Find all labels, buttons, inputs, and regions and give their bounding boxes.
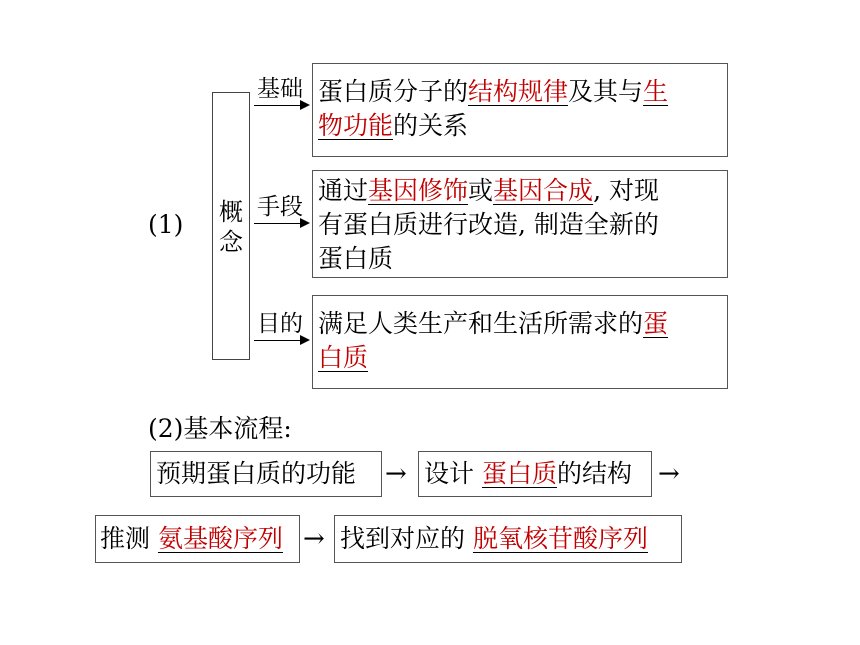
concept-char-1: 概	[219, 198, 243, 226]
text-segment: 推测	[100, 524, 158, 553]
branch-text-purpose	[318, 307, 668, 375]
branch-means-line-1	[318, 174, 659, 208]
branch-label-basis: 基础	[257, 76, 303, 102]
branch-text-means	[318, 174, 659, 276]
flow-step-4-text	[340, 522, 648, 556]
key-term: 蛋白质	[481, 459, 557, 488]
key-term: 脱氧核苷酸序列	[472, 524, 648, 553]
branch-basis-line-2	[318, 109, 668, 143]
concept-char-2: 念	[219, 228, 243, 256]
branch-basis-line-1	[318, 75, 668, 109]
flow-arrow-1: →	[385, 459, 407, 489]
branch-label-purpose: 目的	[257, 311, 303, 337]
text-segment: 的结构	[556, 459, 632, 488]
part1-number: (1)	[148, 210, 184, 239]
text-segment: 蛋白质分子的	[318, 77, 469, 106]
branch-purpose-line-1	[318, 307, 668, 341]
text-segment: 及其与	[568, 77, 644, 106]
branch-arrow-basis	[254, 105, 308, 106]
key-term: 白质	[318, 343, 369, 372]
branch-label-means: 手段	[257, 194, 303, 220]
key-term: 物功能	[318, 111, 394, 140]
text-segment: 设计	[424, 459, 482, 488]
branch-means-line-3: 蛋白质	[318, 244, 394, 273]
flow-step-2-text	[424, 457, 632, 491]
key-term: 蛋	[643, 309, 669, 338]
text-segment: 找到对应的	[340, 524, 473, 553]
text-segment: 的关系	[393, 111, 469, 140]
text-segment: 通过	[318, 176, 369, 205]
part2-heading: (2)基本流程:	[148, 414, 292, 443]
branch-text-basis	[318, 75, 668, 143]
text-segment: 满足人类生产和生活所需求的	[318, 309, 644, 338]
key-term: 基因合成	[493, 176, 594, 205]
key-term: 生	[643, 77, 669, 106]
branch-means-line-2: 有蛋白质进行改造, 制造全新的	[318, 210, 659, 239]
flow-step-1-text: 预期蛋白质的功能	[156, 459, 357, 488]
branch-arrow-means	[254, 223, 308, 224]
key-term: 氨基酸序列	[157, 524, 283, 553]
key-term: 基因修饰	[368, 176, 469, 205]
text-segment: 或	[468, 176, 494, 205]
flow-arrow-3: →	[303, 524, 325, 554]
branch-purpose-line-2	[318, 341, 668, 375]
text-segment: , 对现	[593, 176, 659, 205]
flow-arrow-2: →	[658, 459, 680, 489]
flow-step-3-text	[100, 522, 283, 556]
concept-box	[212, 92, 250, 360]
key-term: 结构规律	[468, 77, 569, 106]
branch-arrow-purpose	[254, 340, 308, 341]
